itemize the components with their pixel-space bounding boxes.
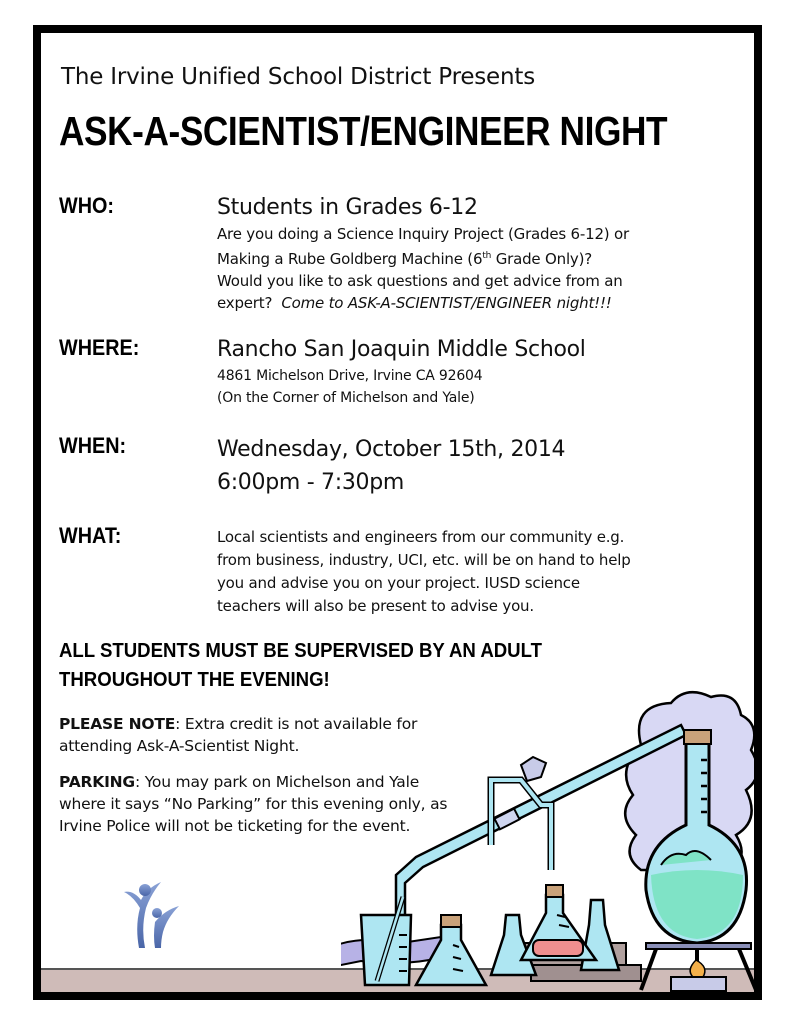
what-line-2: from business, industry, UCI, etc. will be on hand to help — [217, 551, 631, 569]
please-note-label: PLEASE NOTE — [59, 715, 176, 733]
when-detail — [217, 433, 757, 499]
please-note-text: : Extra credit is not available for attending Ask-A-Scientist Night. — [59, 715, 418, 755]
presenter-line: The Irvine Unified School District Presents — [61, 64, 535, 90]
who-line-4-plain: expert? — [217, 294, 282, 312]
parking-label: PARKING — [59, 773, 135, 791]
parking-text: : You may park on Michelson and Yale where it says “No Parking” for this evening only, as Irvine Police will not be ticketing for the event. — [59, 773, 448, 835]
when-time: 6:00pm - 7:30pm — [217, 470, 405, 495]
who-line-2 — [217, 245, 757, 270]
where-label: WHERE: — [59, 335, 140, 360]
who-line-2-post: Grade Only)? — [491, 250, 592, 268]
who-detail — [217, 193, 757, 314]
warning-line-2: THROUGHOUT THE EVENING! — [59, 669, 330, 691]
when-date: Wednesday, October 15th, 2014 — [217, 437, 566, 462]
who-label: WHO: — [59, 193, 114, 218]
who-line-2-pre: Making a Rube Goldberg Machine (6 — [217, 250, 483, 268]
where-corner: (On the Corner of Michelson and Yale) — [217, 390, 475, 406]
event-title: ASK-A-SCIENTIST/ENGINEER NIGHT — [59, 108, 668, 154]
what-line-1: Local scientists and engineers from our community e.g. — [217, 528, 625, 546]
where-address: 4861 Michelson Drive, Irvine CA 92604 — [217, 368, 483, 384]
who-headline: Students in Grades 6-12 — [217, 195, 478, 220]
who-line-4-italic: Come to ASK-A-SCIENTIST/ENGINEER night!!! — [281, 294, 612, 312]
when-label: WHEN: — [59, 433, 127, 458]
iusd-logo-icon — [121, 880, 186, 950]
what-label: WHAT: — [59, 523, 122, 548]
what-line-4: teachers will also be present to advise you. — [217, 597, 534, 615]
what-detail — [217, 526, 757, 618]
where-headline: Rancho San Joaquin Middle School — [217, 337, 586, 362]
who-line-2-sup: th — [482, 251, 492, 261]
flyer-frame — [33, 25, 762, 1000]
where-detail — [217, 335, 757, 409]
who-line-4 — [217, 292, 757, 314]
who-line-1: Are you doing a Science Inquiry Project (Grades 6-12) or — [217, 225, 629, 243]
chemistry-lab-illustration — [341, 685, 762, 995]
warning-line-1: ALL STUDENTS MUST BE SUPERVISED BY AN ADULT — [59, 640, 542, 662]
who-line-3: Would you like to ask questions and get advice from an — [217, 272, 623, 290]
what-line-3: you and advise you on your project. IUSD science — [217, 574, 580, 592]
